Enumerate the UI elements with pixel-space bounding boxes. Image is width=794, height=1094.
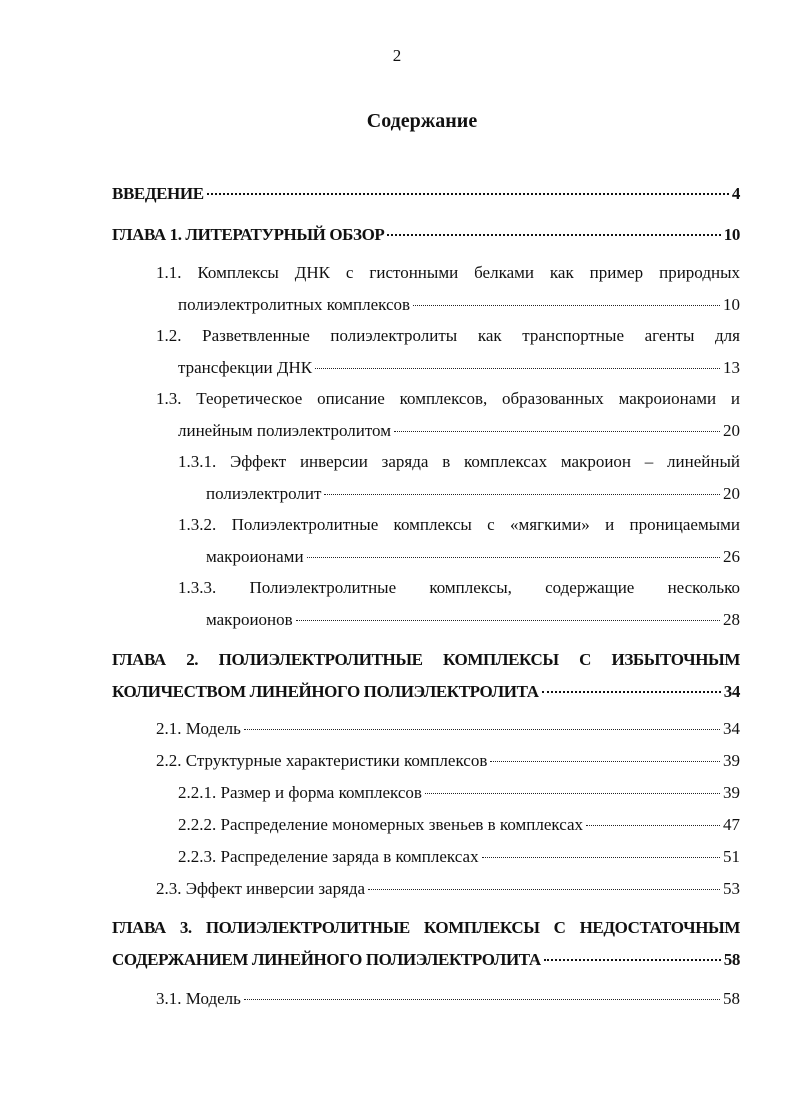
toc-entry-chapter-2[interactable] xyxy=(112,644,740,708)
toc-entry-2-3[interactable] xyxy=(156,873,740,905)
toc-page: 10 xyxy=(723,225,740,244)
toc-entry-2-2-2[interactable] xyxy=(178,809,740,841)
toc-label-line: полиэлектролитных комплексов xyxy=(178,295,411,314)
dot-leader xyxy=(368,889,720,890)
toc-page: 39 xyxy=(723,783,740,802)
toc-entry-1-2[interactable] xyxy=(156,320,740,384)
dot-leader xyxy=(387,234,720,236)
toc-page: 34 xyxy=(723,719,740,738)
toc-label-line: ГЛАВА 3. ПОЛИЭЛЕКТРОЛИТНЫЕ КОМПЛЕКСЫ С НЕДОСТАТОЧНЫМ xyxy=(112,918,740,937)
toc-page: 20 xyxy=(723,421,740,440)
toc-page: 39 xyxy=(723,751,740,770)
toc-entry-2-2-3[interactable] xyxy=(178,841,740,873)
dot-leader xyxy=(307,557,720,558)
toc-entry-2-2[interactable] xyxy=(156,745,740,777)
toc-entry-chapter-1[interactable] xyxy=(112,219,740,251)
dot-leader xyxy=(296,620,720,621)
dot-leader xyxy=(586,825,720,826)
dot-leader xyxy=(244,999,720,1000)
toc-entry-intro[interactable] xyxy=(112,178,740,210)
toc-entry-chapter-3[interactable] xyxy=(112,912,740,976)
page-title: Содержание xyxy=(366,110,478,132)
toc-label-line: 1.3.1. Эффект инверсии заряда в комплексах макроион – линейный xyxy=(178,452,740,471)
toc-label-line: макроионов xyxy=(206,610,293,629)
toc-label-line: полиэлектролит xyxy=(206,484,322,503)
toc-label-line: 1.3.3. Полиэлектролитные комплексы, содержащие несколько xyxy=(178,578,740,597)
toc-label: ГЛАВА 1. ЛИТЕРАТУРНЫЙ ОБЗОР xyxy=(112,225,385,244)
toc-label-line: линейным полиэлектролитом xyxy=(178,421,391,440)
dot-leader xyxy=(394,431,720,432)
toc-entry-2-2-1[interactable] xyxy=(178,777,740,809)
toc-page: 28 xyxy=(723,610,740,629)
toc-page: 53 xyxy=(723,879,740,898)
toc-label-line: ГЛАВА 2. ПОЛИЭЛЕКТРОЛИТНЫЕ КОМПЛЕКСЫ С ИЗБЫТОЧНЫМ xyxy=(112,650,740,669)
dot-leader xyxy=(425,793,720,794)
toc-label: ВВЕДЕНИЕ xyxy=(112,184,204,203)
toc-label: 2.2.3. Распределение заряда в комплексах xyxy=(178,847,479,866)
toc-label: 2.2. Структурные характеристики комплексов xyxy=(156,751,488,770)
dot-leader xyxy=(544,959,721,961)
dot-leader xyxy=(413,305,720,306)
dot-leader xyxy=(207,193,729,195)
toc-page: 58 xyxy=(723,989,740,1008)
dot-leader xyxy=(315,368,720,369)
toc-page: 26 xyxy=(723,547,740,566)
toc-page: 4 xyxy=(731,184,740,203)
toc-entry-2-1[interactable] xyxy=(156,713,740,745)
toc-label: 2.1. Модель xyxy=(156,719,241,738)
toc-page: 47 xyxy=(723,815,740,834)
toc-label-line: КОЛИЧЕСТВОМ ЛИНЕЙНОГО ПОЛИЭЛЕКТРОЛИТА xyxy=(112,682,539,701)
dot-leader xyxy=(244,729,720,730)
toc-label: 2.3. Эффект инверсии заряда xyxy=(156,879,366,898)
toc-label: 3.1. Модель xyxy=(156,989,241,1008)
page-number: 2 xyxy=(392,46,402,65)
toc-label-line: 1.3.2. Полиэлектролитные комплексы с «мягкими» и проницаемыми xyxy=(178,515,740,534)
toc-entry-3-1[interactable] xyxy=(156,983,740,1015)
dot-leader xyxy=(490,761,720,762)
toc-entry-1-3[interactable] xyxy=(156,383,740,447)
toc-label-line: СОДЕРЖАНИЕМ ЛИНЕЙНОГО ПОЛИЭЛЕКТРОЛИТА xyxy=(112,950,541,969)
dot-leader xyxy=(542,691,721,693)
toc-label-line: макроионами xyxy=(206,547,304,566)
toc-page: 58 xyxy=(723,950,740,969)
toc-label: 2.2.2. Распределение мономерных звеньев в комплексах xyxy=(178,815,584,834)
toc-page: 34 xyxy=(723,682,740,701)
toc-page: 20 xyxy=(723,484,740,503)
dot-leader xyxy=(482,857,720,858)
toc-label-line: 1.1. Комплексы ДНК с гистонными белками как пример природных xyxy=(156,263,740,282)
dot-leader xyxy=(324,494,720,495)
toc-entry-1-3-3[interactable] xyxy=(178,572,740,636)
toc-label: 2.2.1. Размер и форма комплексов xyxy=(178,783,422,802)
toc-page: 10 xyxy=(723,295,740,314)
toc-entry-1-1[interactable] xyxy=(156,257,740,321)
toc-label-line: трансфекции ДНК xyxy=(178,358,313,377)
toc-page: 51 xyxy=(723,847,740,866)
toc-entry-1-3-1[interactable] xyxy=(178,446,740,510)
toc-entry-1-3-2[interactable] xyxy=(178,509,740,573)
toc-label-line: 1.2. Разветвленные полиэлектролиты как транспортные агенты для xyxy=(156,326,740,345)
toc-page: 13 xyxy=(723,358,740,377)
toc-label-line: 1.3. Теоретическое описание комплексов, образованных макроионами и xyxy=(156,389,740,408)
